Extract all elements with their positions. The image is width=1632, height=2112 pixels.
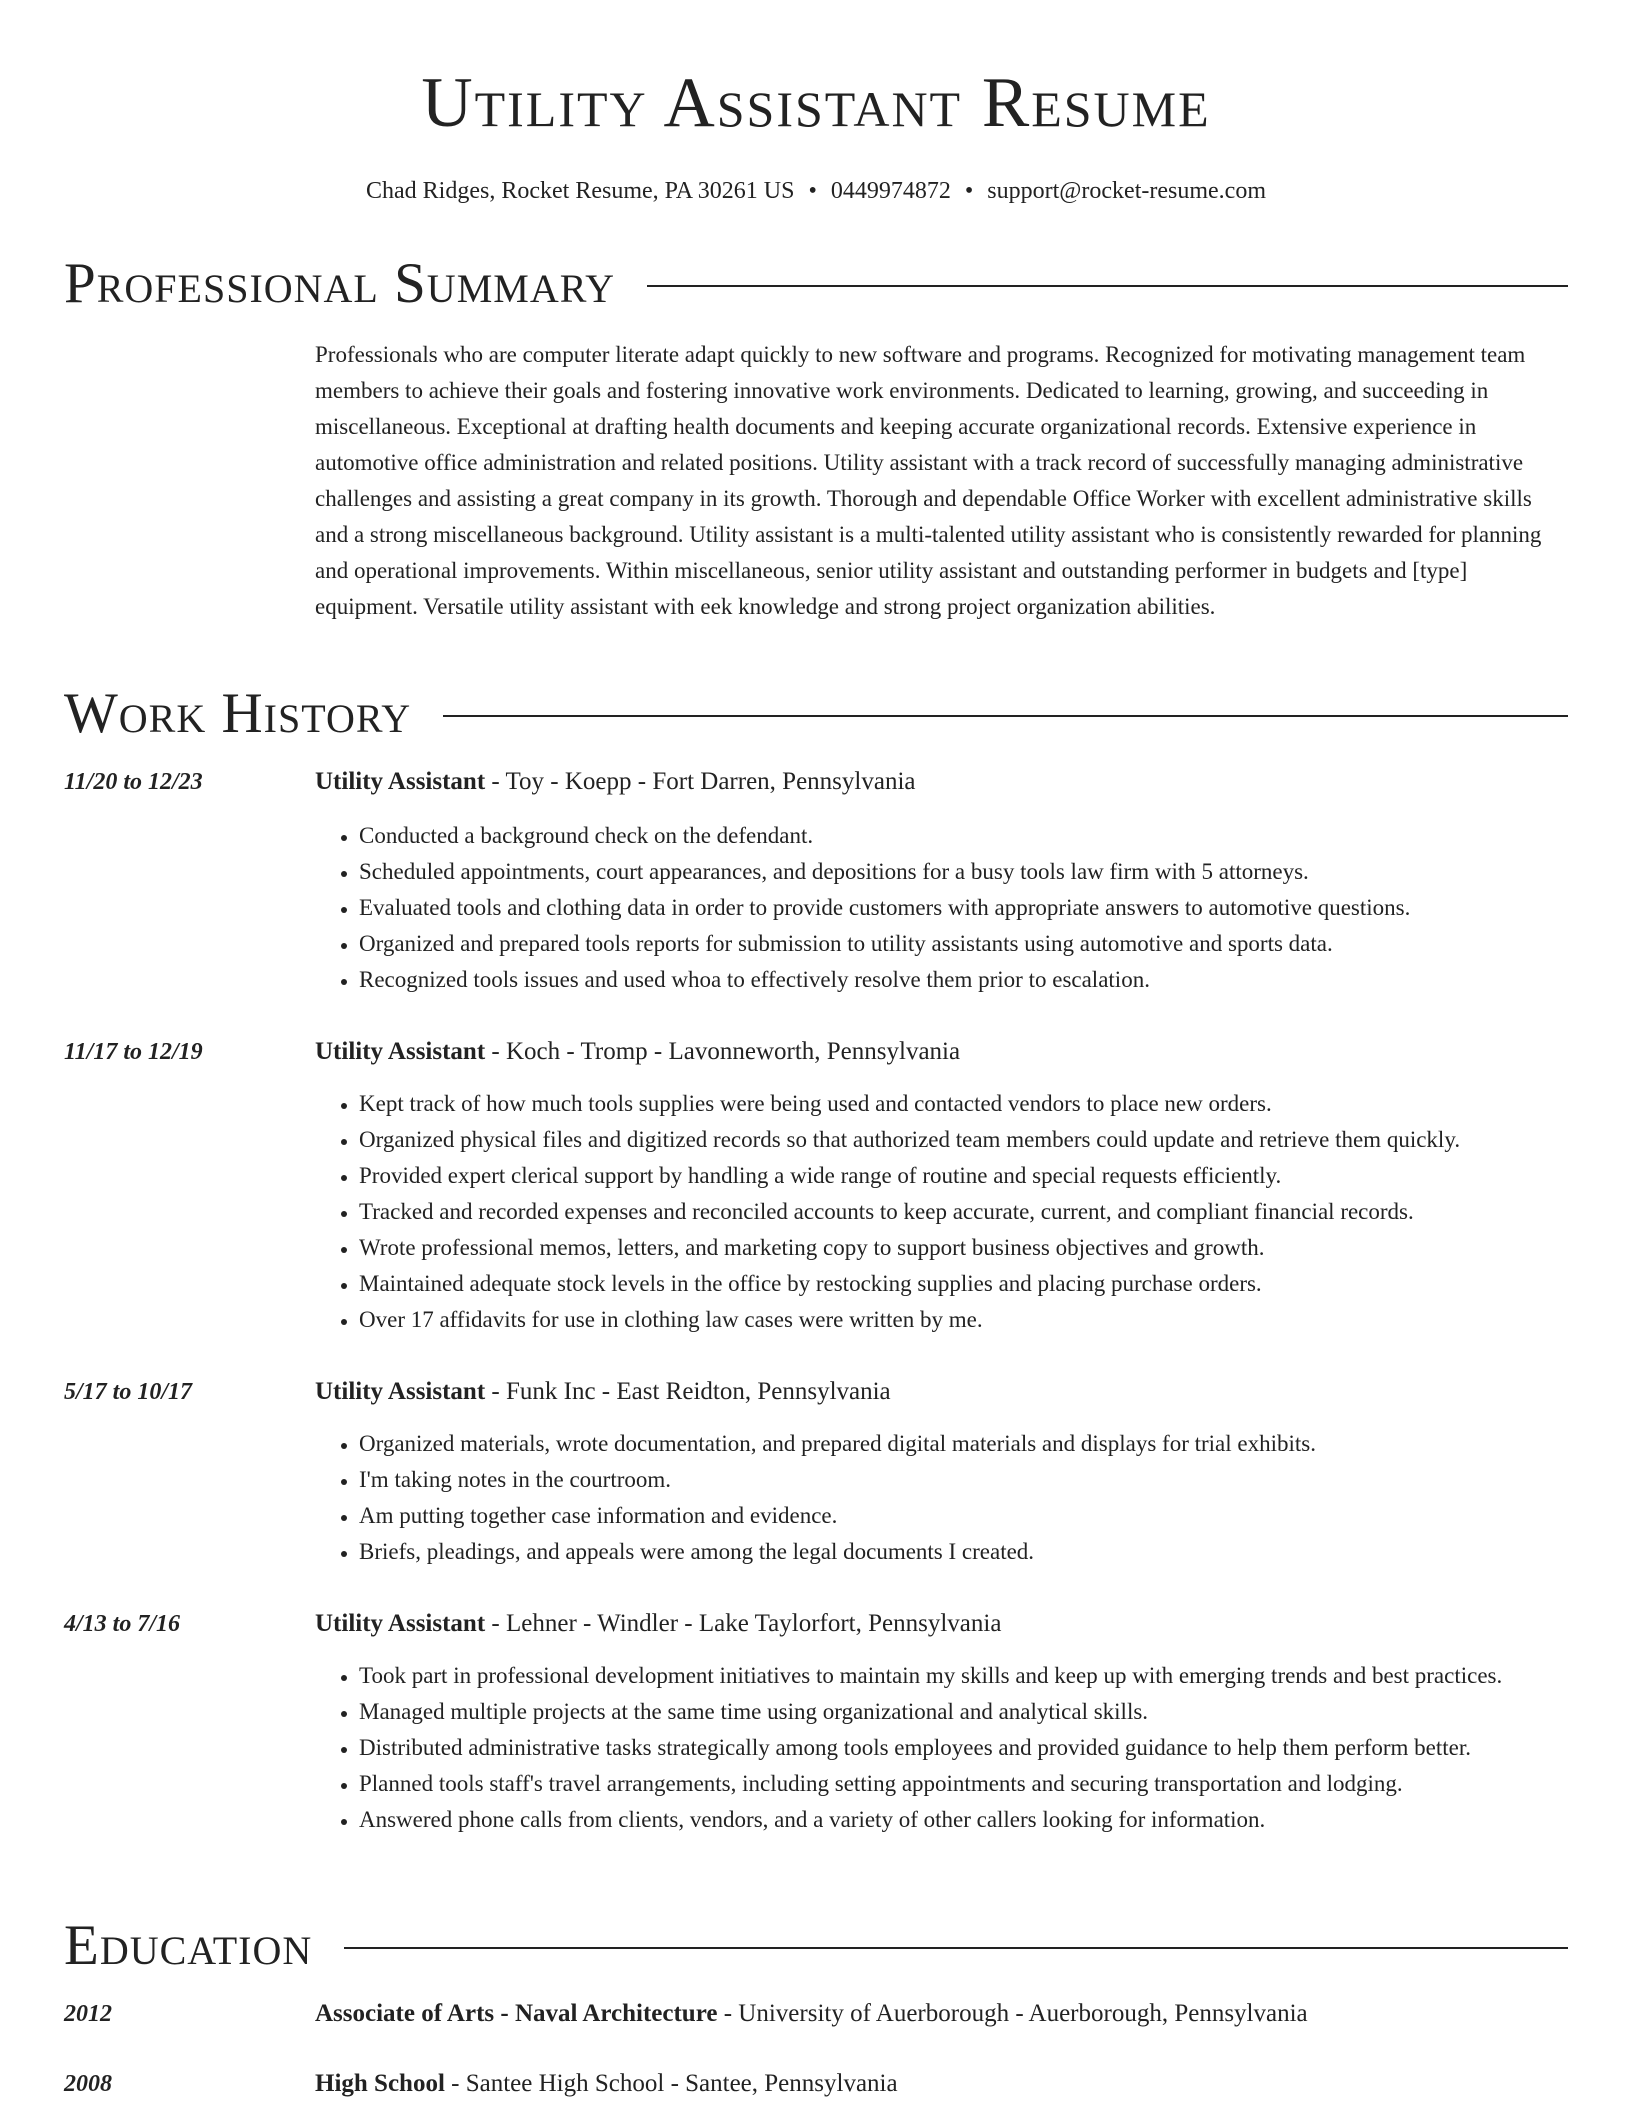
list-item: • Maintained adequate stock levels in the office by restocking supplies and placing purchase orders. xyxy=(359,1266,1589,1302)
list-item: • Scheduled appointments, court appearances, and depositions for a busy tools law firm with 5 attorneys. xyxy=(359,854,1589,890)
job-bullets xyxy=(315,1086,1589,1338)
education-heading-line xyxy=(315,2068,898,2100)
job-title: Utility Assistant xyxy=(315,1038,486,1065)
list-item: • Evaluated tools and clothing data in order to provide customers with appropriate answers to automotive questions. xyxy=(359,890,1589,926)
job-bullets xyxy=(315,1658,1589,1838)
job-details: - Funk Inc - East Reidton, Pennsylvania xyxy=(485,1378,891,1405)
education-details: - University of Auerborough - Auerborough, Pennsylvania xyxy=(717,2000,1308,2027)
section-divider xyxy=(344,1947,1568,1949)
list-item: • Am putting together case information and evidence. xyxy=(359,1498,1589,1534)
contact-phone: 0449974872 xyxy=(830,178,951,204)
job-title: Utility Assistant xyxy=(315,1378,486,1405)
job-bullets xyxy=(315,818,1589,998)
section-divider xyxy=(647,285,1568,287)
list-item: • Took part in professional development initiatives to maintain my skills and keep up with emerging trends and best practices. xyxy=(359,1658,1589,1694)
contact-separator: • xyxy=(808,178,817,204)
job-heading xyxy=(315,1036,960,1068)
education-details: - Santee High School - Santee, Pennsylvania xyxy=(444,2070,898,2097)
summary-section-header xyxy=(64,252,1568,316)
list-item: • Briefs, pleadings, and appeals were among the legal documents I created. xyxy=(359,1534,1589,1570)
list-item: • Planned tools staff's travel arrangements, including setting appointments and securing transportation and lodging. xyxy=(359,1766,1589,1802)
contact-email: support@rocket-resume.com xyxy=(987,178,1266,204)
list-item: • Organized and prepared tools reports for submission to utility assistants using automotive and sports data. xyxy=(359,926,1589,962)
job-heading xyxy=(315,1376,891,1408)
job-heading xyxy=(315,1608,1001,1640)
summary-text: Professionals who are computer literate adapt quickly to new software and programs. Recognized for motivating management team members to achieve their goals and fostering innovative work environments. Dedicated to learning, growing, and succeeding in miscellaneous. Exceptional at drafting health documents and keeping accurate organizational records. Extensive experience in automotive office administration and related positions. Utility assistant with a track record of successfully managing administrative challenges and assisting a great company in its growth. Thorough and dependable Office Worker with excellent administrative skills and a strong miscellaneous background. Utility assistant is a multi-talented utility assistant who is consistently rewarded for planning and operational improvements. Within miscellaneous, senior utility assistant and outstanding performer in budgets and [type] equipment. Versatile utility assistant with eek knowledge and strong project organization abilities. xyxy=(315,342,1542,619)
job-dates: 11/20 to 12/23 xyxy=(64,769,203,795)
job-title: Utility Assistant xyxy=(315,1610,486,1637)
education-year: 2008 xyxy=(64,2071,112,2097)
job-details: - Koch - Tromp - Lavonneworth, Pennsylvania xyxy=(485,1038,961,1065)
job-details: - Lehner - Windler - Lake Taylorfort, Pennsylvania xyxy=(485,1610,1002,1637)
job-details: - Toy - Koepp - Fort Darren, Pennsylvania xyxy=(485,768,916,795)
list-item: • Answered phone calls from clients, vendors, and a variety of other callers looking for information. xyxy=(359,1802,1589,1838)
education-degree: Associate of Arts - Naval Architecture xyxy=(315,2000,718,2027)
contact-line xyxy=(64,176,1568,206)
job-dates: 4/13 to 7/16 xyxy=(64,1611,181,1637)
list-item: • Tracked and recorded expenses and reconciled accounts to keep accurate, current, and compliant financial records. xyxy=(359,1194,1589,1230)
list-item: • I'm taking notes in the courtroom. xyxy=(359,1462,1589,1498)
list-item: • Wrote professional memos, letters, and marketing copy to support business objectives and growth. xyxy=(359,1230,1589,1266)
section-divider xyxy=(443,715,1568,717)
list-item: • Conducted a background check on the defendant. xyxy=(359,818,1589,854)
list-item: • Organized materials, wrote documentation, and prepared digital materials and displays for trial exhibits. xyxy=(359,1426,1589,1462)
list-item: • Managed multiple projects at the same time using organizational and analytical skills. xyxy=(359,1694,1589,1730)
job-bullets xyxy=(315,1426,1589,1570)
resume-title: Utility Assistant Resume xyxy=(421,64,1211,142)
education-heading: Education xyxy=(64,1914,313,1977)
list-item: • Organized physical files and digitized records so that authorized team members could update and retrieve them quickly. xyxy=(359,1122,1589,1158)
job-dates: 11/17 to 12/19 xyxy=(64,1039,203,1065)
education-heading-line xyxy=(315,1998,1308,2030)
list-item: • Provided expert clerical support by handling a wide range of routine and special requests efficiently. xyxy=(359,1158,1589,1194)
list-item: • Kept track of how much tools supplies were being used and contacted vendors to place new orders. xyxy=(359,1086,1589,1122)
job-dates: 5/17 to 10/17 xyxy=(64,1379,193,1405)
education-year: 2012 xyxy=(64,2001,112,2027)
education-section-header xyxy=(64,1914,1568,1978)
work-section-header xyxy=(64,682,1568,746)
education-degree: High School xyxy=(315,2070,445,2097)
work-heading: Work History xyxy=(64,682,412,745)
list-item: • Recognized tools issues and used whoa to effectively resolve them prior to escalation. xyxy=(359,962,1589,998)
job-title: Utility Assistant xyxy=(315,768,486,795)
contact-separator: • xyxy=(964,178,974,204)
contact-address: Chad Ridges, Rocket Resume, PA 30261 US xyxy=(366,178,795,204)
job-heading xyxy=(315,766,916,798)
list-item: • Distributed administrative tasks strategically among tools employees and provided guidance to help them perform better. xyxy=(359,1730,1589,1766)
list-item: • Over 17 affidavits for use in clothing law cases were written by me. xyxy=(359,1302,1589,1338)
summary-heading: Professional Summary xyxy=(64,252,616,315)
